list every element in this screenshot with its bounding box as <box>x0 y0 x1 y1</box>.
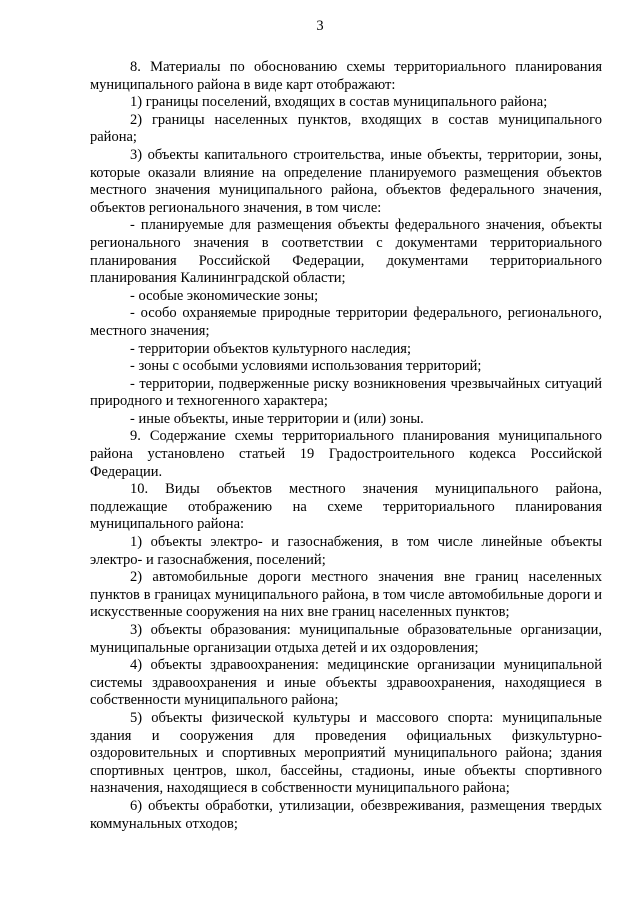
list-item-healthcare: 4) объекты здравоохранения: медицинские организации муниципальной системы здравоохранения и иные объекты здравоохранения, находящиеся в собственности муниципального района; <box>90 657 602 709</box>
list-item-settlement-borders: 1) границы поселений, входящих в состав муниципального района; <box>130 94 548 111</box>
list-item-capital-objects: 3) объекты капитального строительства, иные объекты, территории, зоны, которые оказали влияние на определение планируемого размещения объектов местного значения муниципального района, объектов федерального значения, объектов регионального значения, в том числе: <box>90 146 602 216</box>
list-item-roads: 2) автомобильные дороги местного значения вне границ населенных пунктов в границах муниципального района, в том числе автомобильные дороги и искусственные сооружения на них вне границ населенных пунктов; <box>90 569 602 621</box>
dash-item-cultural-heritage: - территории объектов культурного наследия; <box>130 340 412 357</box>
dash-item-economic-zones: - особые экономические зоны; <box>130 287 319 304</box>
document-body <box>90 59 602 833</box>
list-item-education: 3) объекты образования: муниципальные образовательные организации, муниципальные организации отдыха детей и их оздоровления; <box>90 622 602 656</box>
dash-item-special-zones: - зоны с особыми условиями использования территорий; <box>130 358 482 375</box>
paragraph-10-intro: 10. Виды объектов местного значения муниципального района, подлежащие отображению на схеме территориального планирования муниципального района: <box>90 481 602 533</box>
paragraph-9: 9. Содержание схемы территориального планирования муниципального района установлено статьей 19 Градостроительного кодекса Российской Федерации. <box>90 428 602 480</box>
page-number: 3 <box>316 18 324 34</box>
list-item-waste: 6) объекты обработки, утилизации, обезвреживания, размещения твердых коммунальных отходов; <box>90 797 602 832</box>
dash-item-planned-objects: - планируемые для размещения объекты федерального значения, объекты регионального значения в соответствии с документами территориального планирования Российской Федерации, документами территориального планирования Калининградской области; <box>90 217 602 287</box>
list-item-locality-borders: 2) границы населенных пунктов, входящих в состав муниципального района; <box>90 111 602 146</box>
list-item-sports: 5) объекты физической культуры и массового спорта: муниципальные здания и сооружения для проведения официальных физкультурно-оздоровительных и спортивных мероприятий муниципального района; здания спортивных центров, школ, бассейны, стадионы, иные объекты спортивного назначения, находящиеся в собственности муниципального района; <box>90 709 602 797</box>
list-item-energy-gas: 1) объекты электро- и газоснабжения, в том числе линейные объекты электро- и газоснабжения, поселений; <box>90 534 602 568</box>
paragraph-8-intro: 8. Материалы по обоснованию схемы территориального планирования муниципального района в виде карт отображают: <box>90 59 602 93</box>
dash-item-emergency-risk: - территории, подверженные риску возникновения чрезвычайных ситуаций природного и техногенного характера; <box>90 375 602 410</box>
dash-item-protected-areas: - особо охраняемые природные территории федерального, регионального, местного значения; <box>90 305 602 339</box>
dash-item-other-objects: - иные объекты, иные территории и (или) зоны. <box>130 410 424 427</box>
